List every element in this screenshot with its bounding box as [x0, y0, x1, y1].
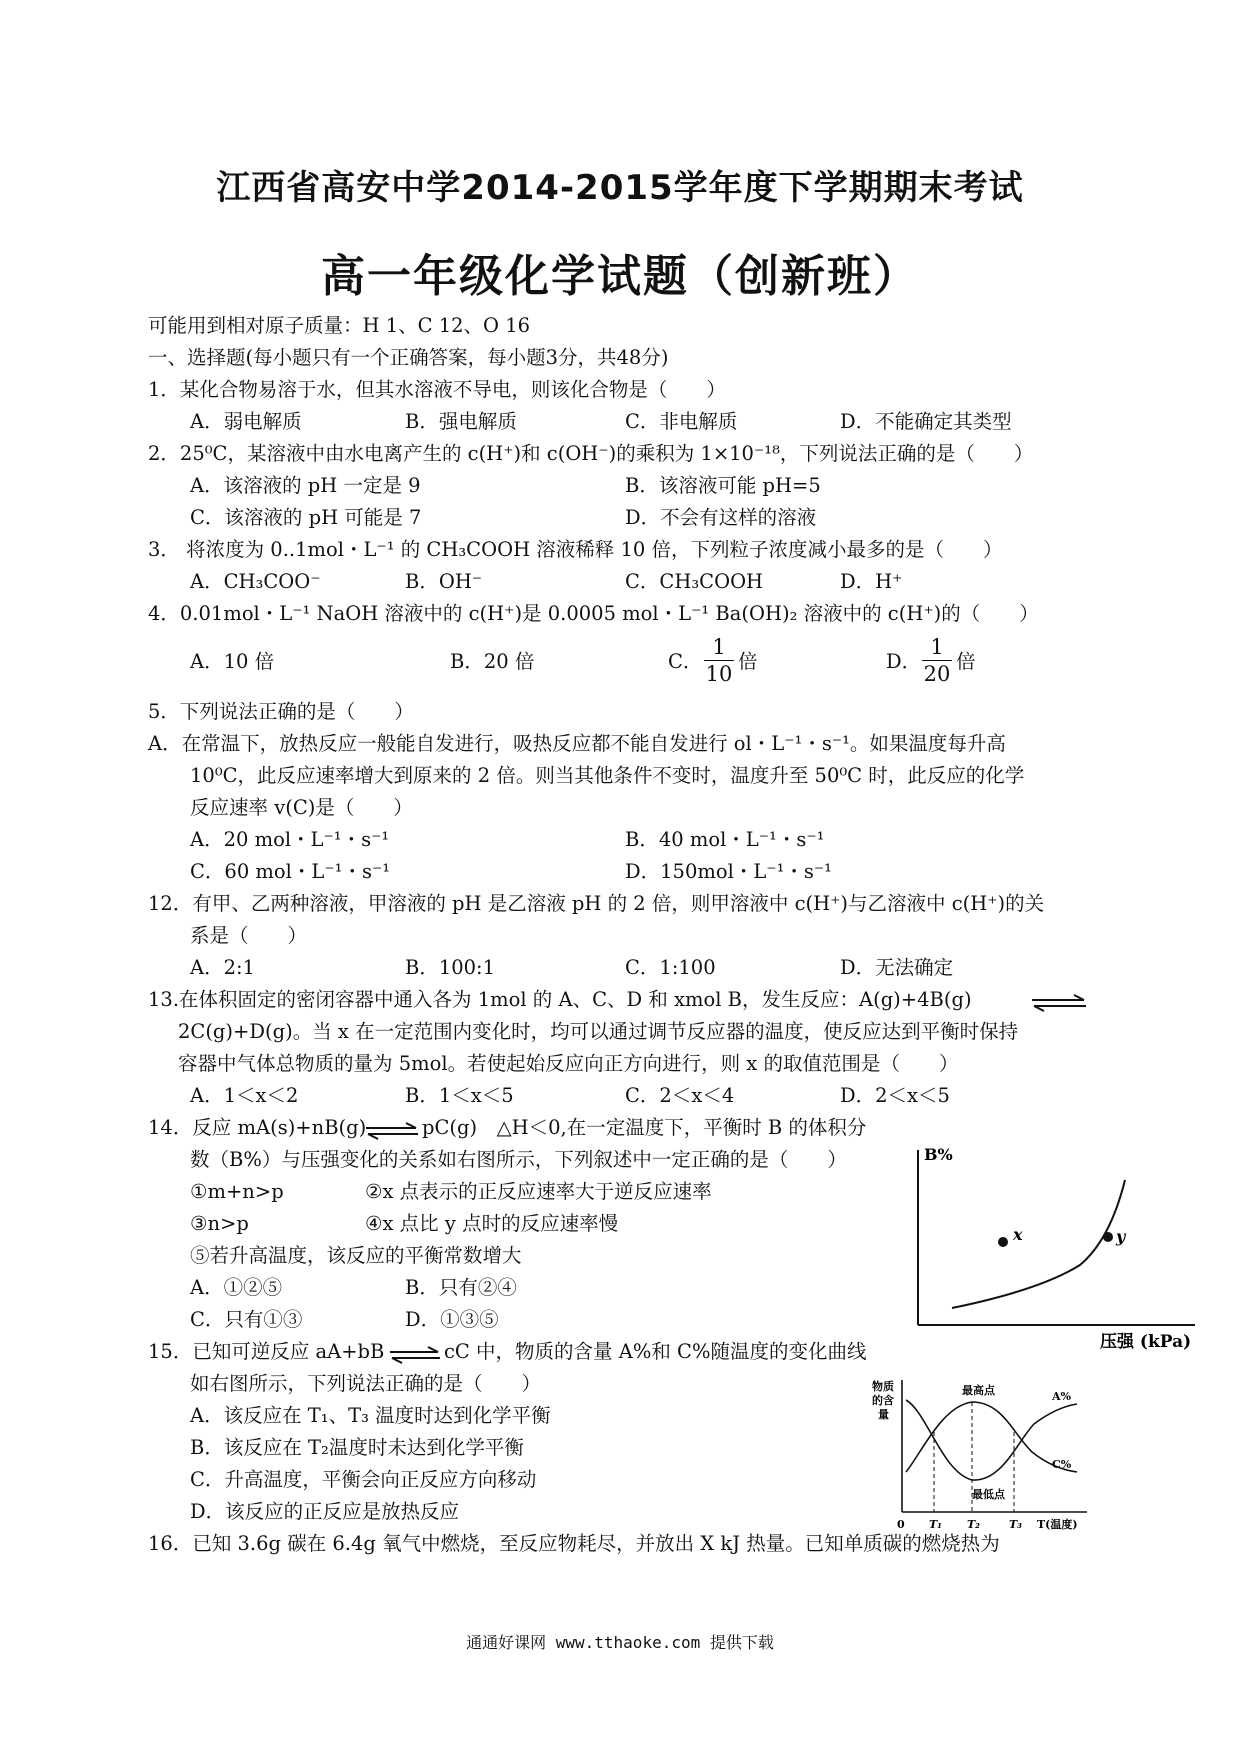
q5-line2: 10⁰C，此反应速率增大到原来的 2 倍。则当其他条件不变时，温度升至 50⁰C 时，此反应的化学 — [190, 764, 1025, 787]
q15-option-b: B．该反应在 T₂温度时未达到化学平衡 — [190, 1436, 524, 1459]
q15-option-a: A．该反应在 T₁、T₃ 温度时达到化学平衡 — [190, 1404, 551, 1427]
origin-label: 0 — [897, 1518, 905, 1531]
q15-option-c: C．升高温度，平衡会向正反应方向移动 — [190, 1468, 537, 1491]
q5-option-c: C．60 mol・L⁻¹・s⁻¹ — [190, 860, 391, 883]
q14-option-a: A．①②⑤ — [190, 1276, 283, 1299]
q14-statement-3: ③n>p — [190, 1212, 249, 1235]
q1-option-b: B．强电解质 — [405, 410, 517, 433]
equilibrium-arrow-icon — [364, 1122, 420, 1140]
exam-title: 高一年级化学试题（创新班） — [321, 251, 919, 302]
equilibrium-arrow-icon — [1030, 994, 1088, 1012]
min-point-label: 最低点 — [972, 1488, 1005, 1501]
q13-line2: 2C(g)+D(g)。当 x 在一定范围内变化时，均可以通过调节反应器的温度，使反应达到平衡时保持 — [178, 1020, 1019, 1043]
equilibrium-arrow-icon — [388, 1346, 442, 1364]
q14-graph — [910, 1140, 1200, 1350]
q3-option-c: C．CH₃COOH — [625, 570, 764, 593]
t1-label: T₁ — [929, 1518, 943, 1531]
point-y-label: y — [1116, 1227, 1126, 1246]
q4-option-d-prefix: D． — [886, 650, 922, 673]
q12-option-b: B．100:1 — [405, 956, 496, 979]
q5-option-b: B．40 mol・L⁻¹・s⁻¹ — [625, 828, 825, 851]
q1-option-a: A．弱电解质 — [190, 410, 302, 433]
q14-option-d: D．①③⑤ — [405, 1308, 499, 1331]
q12-line1: 12．有甲、乙两种溶液，甲溶液的 pH 是乙溶液 pH 的 2 倍，则甲溶液中 c(H⁺)与乙溶液中 c(H⁺)的关 — [148, 892, 1045, 915]
q13-line1: 13.在体积固定的密闭容器中通入各为 1mol 的 A、C、D 和 xmol B，发生反应：A(g)+4B(g) — [148, 988, 972, 1011]
atomic-masses: 可能用到相对原子质量：H 1、C 12、O 16 — [148, 314, 531, 337]
q15-line1-start: 15．已知可逆反应 aA+bB — [148, 1340, 385, 1363]
a-percent-label: A% — [1052, 1390, 1071, 1403]
q4-option-a: A．10 倍 — [190, 650, 275, 673]
q12-line2: 系是（ ） — [190, 924, 308, 947]
t3-label: T₃ — [1009, 1518, 1023, 1531]
bpercent-curve — [952, 1180, 1125, 1308]
q4-option-c-prefix: C． — [668, 650, 703, 673]
footer-credit: 通通好课网 www.tthaoke.com 提供下载 — [466, 1633, 774, 1652]
point-y — [1103, 1232, 1113, 1242]
q4-option-c-unit: 倍 — [738, 650, 758, 673]
q4-c-denominator: 10 — [705, 662, 733, 686]
q14-option-c: C．只有①③ — [190, 1308, 303, 1331]
q5-line1: A．在常温下，放热反应一般能自发进行，吸热反应都不能自发进行 ol・L⁻¹・s⁻¹。如果温度每升高 — [148, 732, 1006, 755]
q15-line1-end: cC 中，物质的含量 A%和 C%随温度的变化曲线 — [444, 1340, 867, 1363]
q4-d-numerator: 1 — [922, 634, 952, 661]
max-point-label: 最高点 — [962, 1384, 995, 1397]
q14-statement-5: ⑤若升高温度，该反应的平衡常数增大 — [190, 1244, 522, 1267]
q14-statement-2: ②x 点表示的正反应速率大于逆反应速率 — [365, 1180, 712, 1203]
x-axis-label: T(温度) — [1037, 1518, 1078, 1531]
point-x — [998, 1237, 1008, 1247]
school-title: 江西省高安中学2014-2015学年度下学期期末考试 — [216, 168, 1024, 208]
q13-option-c: C．2＜x＜4 — [625, 1084, 735, 1107]
q15-option-d: D．该反应的正反应是放热反应 — [190, 1500, 460, 1523]
q14-statement-1: ①m+n>p — [190, 1180, 284, 1203]
q4-stem: 4．0.01mol・L⁻¹ NaOH 溶液中的 c(H⁺)是 0.0005 mol・L⁻¹ Ba(OH)₂ 溶液中的 c(H⁺)的（ ） — [148, 602, 1039, 625]
q4-option-d-unit: 倍 — [956, 650, 976, 673]
q14-line1-start: 14．反应 mA(s)+nB(g) — [148, 1116, 367, 1139]
q3-option-d: D．H⁺ — [840, 570, 903, 593]
q2-option-a: A．该溶液的 pH 一定是 9 — [190, 474, 421, 497]
q12-option-a: A．2:1 — [190, 956, 255, 979]
q4-c-numerator: 1 — [704, 634, 734, 661]
x-axis-label: 压强 (kPa) — [1100, 1332, 1192, 1350]
q4-option-c-fraction — [704, 634, 734, 687]
q14-statement-4: ④x 点比 y 点时的反应速率慢 — [365, 1212, 619, 1235]
y-axis-label-2: 的含 — [872, 1394, 894, 1407]
q2-option-b: B．该溶液可能 pH=5 — [625, 474, 821, 497]
q2-option-c: C．该溶液的 pH 可能是 7 — [190, 506, 422, 529]
q5-stem: 5．下列说法正确的是（ ） — [148, 700, 414, 723]
q4-option-b: B．20 倍 — [450, 650, 535, 673]
q3-option-a: A．CH₃COO⁻ — [190, 570, 321, 593]
q12-option-d: D．无法确定 — [840, 956, 954, 979]
q4-option-d-fraction — [922, 634, 952, 687]
q1-option-d: D．不能确定其类型 — [840, 410, 1012, 433]
q12-option-c: C．1:100 — [625, 956, 716, 979]
q3-stem: 3． 将浓度为 0..1mol・L⁻¹ 的 CH₃COOH 溶液稀释 10 倍，下列粒子浓度减小最多的是（ ） — [148, 538, 1003, 561]
q5-option-d: D．150mol・L⁻¹・s⁻¹ — [625, 860, 832, 883]
y-axis-label-3: 量 — [878, 1408, 889, 1421]
q2-stem: 2．25⁰C，某溶液中由水电离产生的 c(H⁺)和 c(OH⁻)的乘积为 1×10⁻¹⁸，下列说法正确的是（ ） — [148, 442, 1034, 465]
q1-option-c: C．非电解质 — [625, 410, 738, 433]
q13-option-b: B．1＜x＜5 — [405, 1084, 514, 1107]
q13-option-d: D．2＜x＜5 — [840, 1084, 950, 1107]
q2-option-d: D．不会有这样的溶液 — [625, 506, 817, 529]
q15-graph — [872, 1372, 1092, 1534]
q1-stem: 1．某化合物易溶于水，但其水溶液不导电，则该化合物是（ ） — [148, 378, 726, 401]
point-x-label: x — [1013, 1225, 1023, 1244]
q3-option-b: B．OH⁻ — [405, 570, 483, 593]
q14-line2: 数（B%）与压强变化的关系如右图所示，下列叙述中一定正确的是（ ） — [190, 1148, 847, 1171]
q4-d-denominator: 20 — [923, 662, 951, 686]
q14-line1-end: pC(g) △H＜0,在一定温度下，平衡时 B 的体积分 — [422, 1116, 867, 1139]
q16-line1: 16．已知 3.6g 碳在 6.4g 氧气中燃烧，至反应物耗尽，并放出 X kJ 热量。已知单质碳的燃烧热为 — [148, 1532, 1000, 1555]
q13-line3: 容器中气体总物质的量为 5mol。若使起始反应向正方向进行，则 x 的取值范围是（ ） — [178, 1052, 959, 1075]
c-percent-label: C% — [1052, 1458, 1072, 1471]
t2-label: T₂ — [967, 1518, 981, 1531]
q14-option-b: B．只有②④ — [405, 1276, 517, 1299]
q5-line3: 反应速率 v(C)是（ ） — [190, 796, 413, 819]
section-heading: 一、选择题(每小题只有一个正确答案，每小题3分，共48分) — [148, 346, 669, 369]
q13-option-a: A．1＜x＜2 — [190, 1084, 299, 1107]
q5-option-a: A．20 mol・L⁻¹・s⁻¹ — [190, 828, 390, 851]
y-axis-label-1: 物质 — [872, 1380, 894, 1393]
q15-line2: 如右图所示，下列说法正确的是（ ） — [190, 1372, 542, 1395]
y-axis-label: B% — [924, 1145, 953, 1164]
